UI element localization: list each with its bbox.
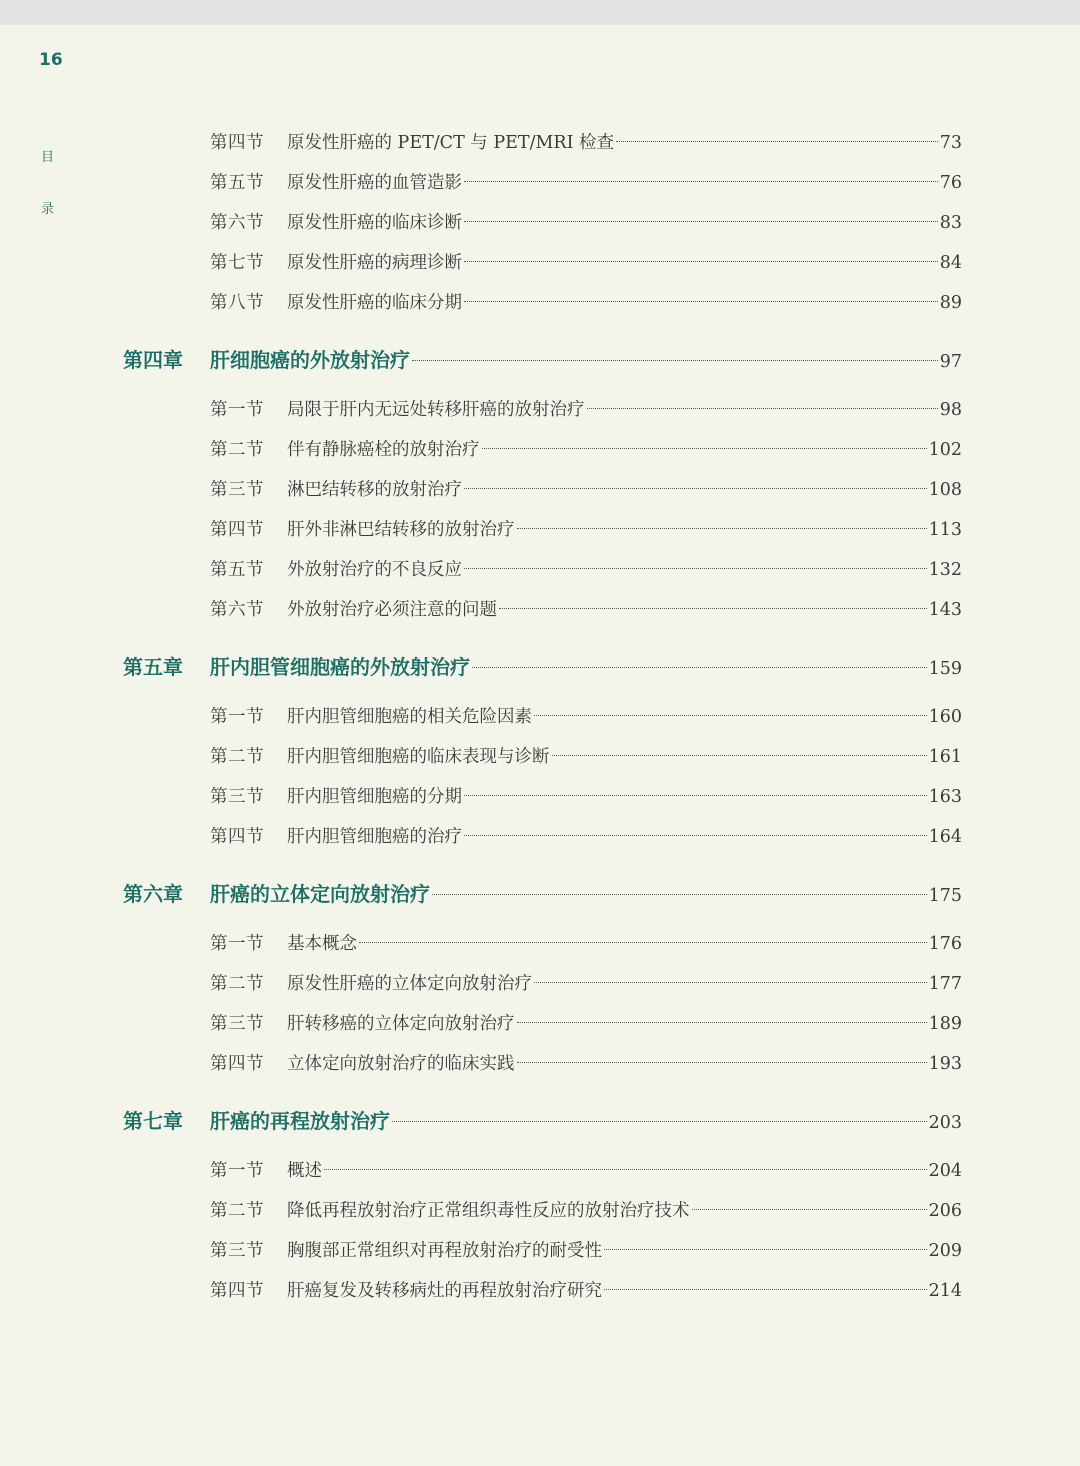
dot-leader [392,1121,927,1122]
toc-entry-page: 209 [928,1241,962,1261]
toc-entry-page: 132 [928,560,962,580]
toc-entry-page: 193 [928,1054,962,1074]
toc-section-row[interactable] [210,208,962,238]
toc-entry-number: 第五节 [210,173,264,193]
dot-leader [604,1249,927,1250]
toc-entry-title: 淋巴结转移的放射治疗 [287,480,462,500]
dot-leader [604,1289,927,1290]
toc-entry-title: 伴有静脉癌栓的放射治疗 [287,440,480,460]
toc-entry-title: 外放射治疗必须注意的问题 [287,600,497,620]
toc-entry-title: 肝内胆管细胞癌的相关危险因素 [287,707,532,727]
toc-entry-title: 基本概念 [287,934,357,954]
dot-leader [517,528,927,529]
toc-section-row[interactable] [210,128,962,158]
toc-entry-title: 肝外非淋巴结转移的放射治疗 [287,520,515,540]
toc-entry-page: 175 [928,886,962,906]
toc-entry-title: 肝内胆管细胞癌的临床表现与诊断 [287,747,550,767]
toc-entry-number: 第四节 [210,1281,264,1301]
toc-entry-title: 肝内胆管细胞癌的分期 [287,787,462,807]
toc-section-row[interactable] [210,168,962,198]
toc-entry-page: 177 [928,974,962,994]
toc-entry-number: 第一节 [210,934,264,954]
toc-entry-number: 第七节 [210,253,264,273]
top-bar [0,0,1080,25]
toc-entry-number: 第一节 [210,707,264,727]
dot-leader [587,408,938,409]
dot-leader [324,1169,927,1170]
toc-section-row[interactable] [210,435,962,465]
toc-entry-title: 肝癌复发及转移病灶的再程放射治疗研究 [287,1281,602,1301]
toc-section-row[interactable] [210,555,962,585]
toc-entry-title: 胸腹部正常组织对再程放射治疗的耐受性 [287,1241,602,1261]
toc-section-row[interactable] [210,742,962,772]
toc-entry-title: 原发性肝癌的临床诊断 [287,213,462,233]
dot-leader [517,1022,927,1023]
toc-entry-title: 局限于肝内无远处转移肝癌的放射治疗 [287,400,585,420]
toc-entry-title: 原发性肝癌的 PET/CT 与 PET/MRI 检查 [287,133,615,153]
dot-leader [464,795,927,796]
toc-section-row[interactable] [210,1156,962,1186]
toc-entry-number: 第八节 [210,293,264,313]
toc-entry-number: 第四节 [210,827,264,847]
toc-entry-title: 原发性肝癌的临床分期 [287,293,462,313]
toc-entry-title: 原发性肝癌的立体定向放射治疗 [287,974,532,994]
toc-entry-page: 159 [928,659,962,679]
toc-entry-page: 113 [928,520,962,540]
dot-leader [412,360,938,361]
dot-leader [432,894,927,895]
toc-entry-page: 84 [939,253,962,273]
toc-section-row[interactable] [210,822,962,852]
toc-entry-page: 76 [939,173,962,193]
toc-entry-page: 204 [928,1161,962,1181]
dot-leader [464,301,938,302]
toc-entry-number: 第六章 [123,882,183,906]
toc-entry-number: 第七章 [123,1109,183,1133]
toc-section-row[interactable] [210,1009,962,1039]
dot-leader [616,141,938,142]
dot-leader [464,221,938,222]
toc-entry-number: 第四节 [210,1054,264,1074]
dot-leader [534,982,927,983]
toc-entry-number: 第三节 [210,1014,264,1034]
toc-section-row[interactable] [210,929,962,959]
toc-section-row[interactable] [210,475,962,505]
toc-entry-title: 肝细胞癌的外放射治疗 [210,348,410,372]
toc-entry-page: 108 [928,480,962,500]
toc-entry-page: 206 [928,1201,962,1221]
dot-leader [499,608,927,609]
toc-entry-number: 第一节 [210,1161,264,1181]
toc-section-row[interactable] [210,515,962,545]
toc-section-row[interactable] [210,248,962,278]
toc-entry-number: 第二节 [210,1201,264,1221]
toc-chapter-row[interactable] [123,879,962,909]
toc-entry-number: 第四节 [210,520,264,540]
toc-entry-title: 肝内胆管细胞癌的外放射治疗 [210,655,470,679]
toc-entry-page: 161 [928,747,962,767]
toc-entry-title: 肝转移癌的立体定向放射治疗 [287,1014,515,1034]
toc-entry-page: 189 [928,1014,962,1034]
toc-entry-number: 第四节 [210,133,264,153]
dot-leader [482,448,927,449]
dot-leader [359,942,927,943]
toc-entry-title: 原发性肝癌的病理诊断 [287,253,462,273]
toc-entry-page: 97 [939,352,962,372]
toc-entry-title: 降低再程放射治疗正常组织毒性反应的放射治疗技术 [287,1201,690,1221]
toc-section-row[interactable] [210,969,962,999]
toc-chapter-row[interactable] [123,345,962,375]
toc-entry-title: 肝癌的立体定向放射治疗 [210,882,430,906]
toc-entry-page: 143 [928,600,962,620]
toc-section-row[interactable] [210,1049,962,1079]
toc-section-row[interactable] [210,1236,962,1266]
side-label-contents [41,132,59,236]
toc-entry-page: 214 [928,1281,962,1301]
toc-section-row[interactable] [210,702,962,732]
dot-leader [552,755,927,756]
toc-chapter-row[interactable] [123,652,962,682]
dot-leader [464,835,927,836]
dot-leader [534,715,927,716]
toc-entry-title: 立体定向放射治疗的临床实践 [287,1054,515,1074]
dot-leader [517,1062,927,1063]
side-label-char: 目 [41,150,55,165]
toc-entry-page: 73 [939,133,962,153]
toc-section-row[interactable] [210,288,962,318]
toc-entry-page: 203 [928,1113,962,1133]
toc-section-row[interactable] [210,595,962,625]
toc-section-row[interactable] [210,782,962,812]
toc-entry-page: 98 [939,400,962,420]
toc-entry-title: 肝内胆管细胞癌的治疗 [287,827,462,847]
toc-entry-page: 160 [928,707,962,727]
toc-entry-number: 第二节 [210,974,264,994]
toc-entry-number: 第二节 [210,440,264,460]
toc-entry-title: 概述 [287,1161,322,1181]
toc-entry-number: 第三节 [210,1241,264,1261]
toc-entry-number: 第三节 [210,787,264,807]
side-label-char: 录 [41,202,55,217]
toc-section-row[interactable] [210,1196,962,1226]
page-number: 16 [39,50,63,70]
toc-entry-number: 第一节 [210,400,264,420]
toc-entry-number: 第五节 [210,560,264,580]
toc-entry-page: 102 [928,440,962,460]
toc-section-row[interactable] [210,1276,962,1306]
toc-chapter-row[interactable] [123,1106,962,1136]
toc-entry-number: 第六节 [210,600,264,620]
toc-entry-page: 164 [928,827,962,847]
dot-leader [692,1209,927,1210]
dot-leader [464,488,927,489]
toc-entry-page: 83 [939,213,962,233]
toc-entry-title: 外放射治疗的不良反应 [287,560,462,580]
dot-leader [464,261,938,262]
dot-leader [464,568,927,569]
dot-leader [472,667,927,668]
toc-entry-number: 第六节 [210,213,264,233]
toc-entry-number: 第三节 [210,480,264,500]
dot-leader [464,181,938,182]
toc-entry-number: 第五章 [123,655,183,679]
toc-entry-number: 第二节 [210,747,264,767]
toc-entry-page: 89 [939,293,962,313]
toc-entry-page: 163 [928,787,962,807]
toc-entry-title: 原发性肝癌的血管造影 [287,173,462,193]
toc-section-row[interactable] [210,395,962,425]
toc-entry-number: 第四章 [123,348,183,372]
toc-entry-title: 肝癌的再程放射治疗 [210,1109,390,1133]
toc-entry-page: 176 [928,934,962,954]
